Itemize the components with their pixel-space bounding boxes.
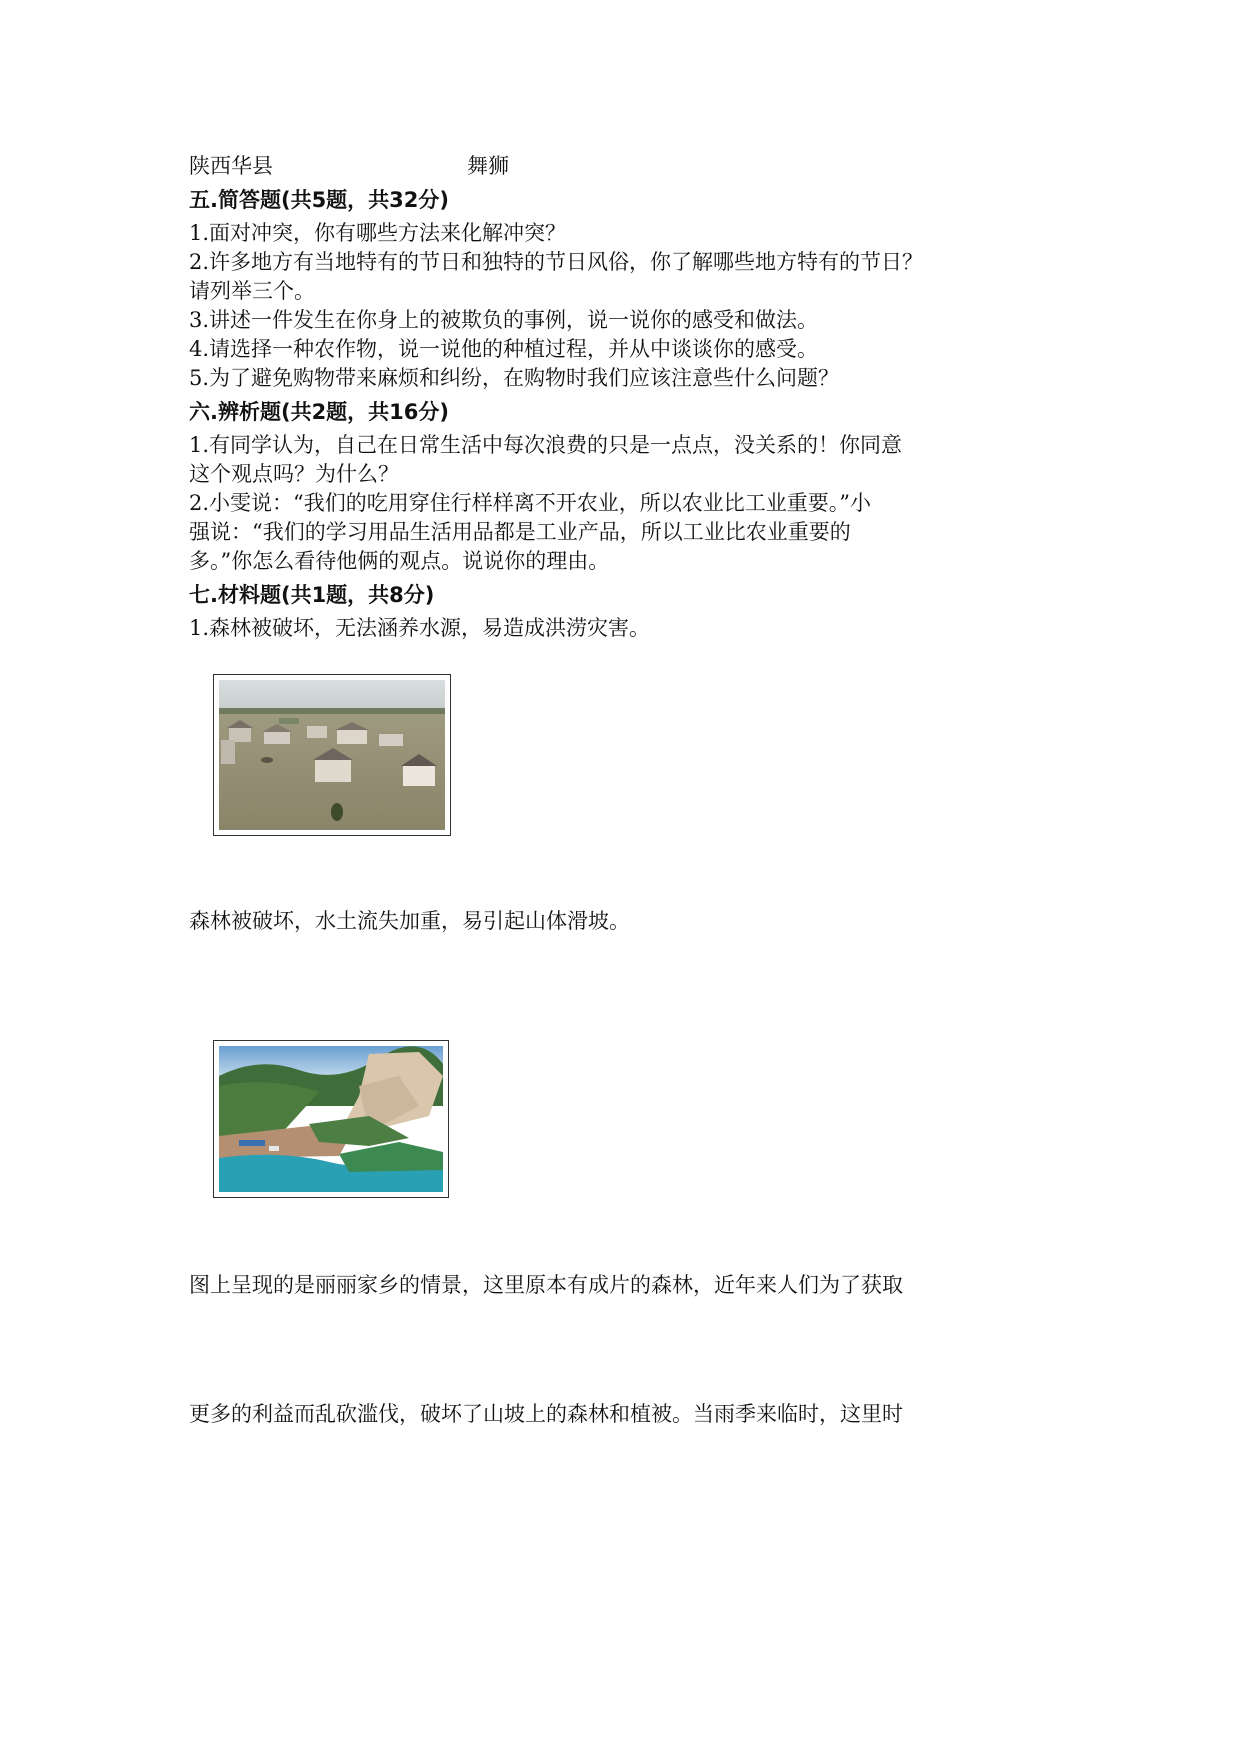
q5-line-4: 3.讲述一件发生在你身上的被欺负的事例，说一说你的感受和做法。 — [189, 308, 819, 332]
q5-line-3: 请列举三个。 — [189, 279, 315, 303]
top-row-left: 陕西华县 — [189, 154, 273, 178]
section7-heading: 七.材料题(共1题，共8分) — [189, 583, 435, 607]
q7-caption-2: 森林被破坏，水土流失加重，易引起山体滑坡。 — [189, 909, 630, 933]
flood-illustration — [219, 680, 445, 830]
q6-line-3: 2.小雯说：“我们的吃用穿住行样样离不开农业，所以农业比工业重要。”小 — [189, 491, 872, 515]
section5-heading: 五.简答题(共5题，共32分) — [189, 188, 450, 212]
section6-heading: 六.辨析题(共2题，共16分) — [189, 400, 450, 424]
q5-line-1: 1.面对冲突，你有哪些方法来化解冲突？ — [189, 221, 567, 245]
q6-line-1: 1.有同学认为，自己在日常生活中每次浪费的只是一点点，没关系的！你同意 — [189, 433, 903, 457]
q5-line-6: 5.为了避免购物带来麻烦和纠纷，在购物时我们应该注意些什么问题？ — [189, 366, 840, 390]
q7-para-2: 更多的利益而乱砍滥伐，破坏了山坡上的森林和植被。当雨季来临时，这里时 — [189, 1402, 903, 1426]
landslide-illustration — [219, 1046, 443, 1192]
q5-line-2: 2.许多地方有当地特有的节日和独特的节日风俗，你了解哪些地方特有的节日？ — [189, 250, 924, 274]
q6-line-4: 强说：“我们的学习用品生活用品都是工业产品，所以工业比农业重要的 — [189, 520, 851, 544]
q5-line-5: 4.请选择一种农作物，说一说他的种植过程，并从中谈谈你的感受。 — [189, 337, 819, 361]
q7-para-1: 图上呈现的是丽丽家乡的情景，这里原本有成片的森林，近年来人们为了获取 — [189, 1273, 903, 1297]
q6-line-5: 多。”你怎么看待他俩的观点。说说你的理由。 — [189, 549, 610, 573]
q7-item-1: 1.森林被破坏，无法涵养水源，易造成洪涝灾害。 — [189, 616, 651, 640]
landslide-photo — [213, 1040, 449, 1198]
q6-line-2: 这个观点吗？为什么？ — [189, 462, 399, 486]
top-row-right: 舞狮 — [467, 154, 509, 178]
flood-photo — [213, 674, 451, 836]
